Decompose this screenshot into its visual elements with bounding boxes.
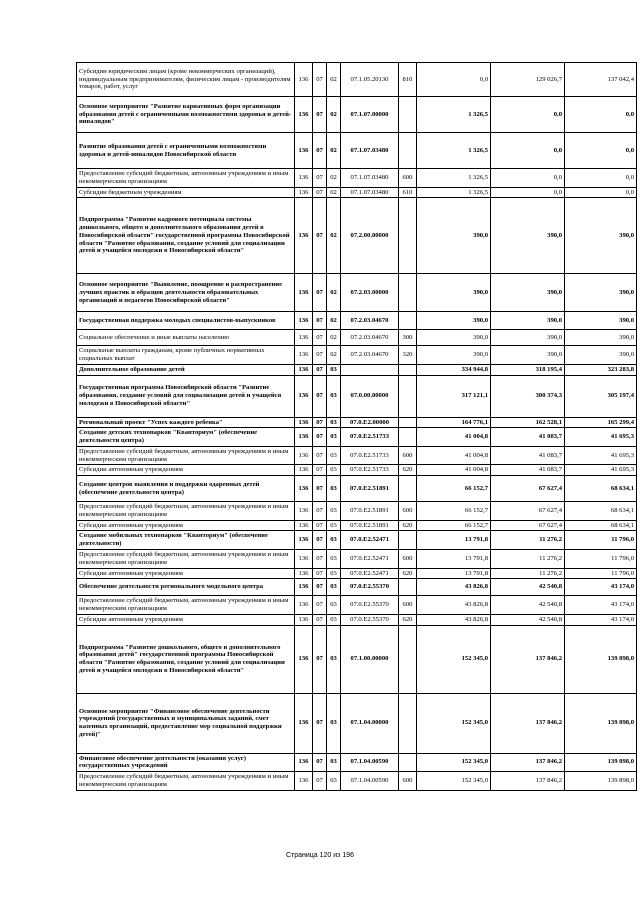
page-number: Страница 120 из 196 (285, 852, 355, 859)
table-row (77, 465, 637, 476)
row-code: 136 (295, 364, 313, 375)
row-section: 07 (313, 579, 327, 596)
row-amount-2022: 390,0 (565, 346, 637, 365)
row-code: 136 (295, 446, 313, 465)
row-amount-2022: 41 695,3 (565, 446, 637, 465)
row-amount-2020: 152 345,0 (417, 753, 491, 772)
row-name: Предоставление субсидий бюджетным, автономным учреждениям и иным некоммерческим организациям (77, 772, 295, 791)
row-code: 136 (295, 772, 313, 791)
row-name: Развитие образования детей с ограниченными возможностями здоровья и детей-инвалидов Новосибирской области (77, 133, 295, 169)
row-expense-type: 610 (399, 187, 417, 198)
row-target-code: 07.0.E2.51891 (341, 520, 399, 531)
row-section: 07 (313, 274, 327, 312)
row-expense-type: 620 (399, 465, 417, 476)
row-name: Субсидии автономным учреждениям (77, 614, 295, 625)
row-amount-2020: 0,0 (417, 63, 491, 97)
row-expense-type: 600 (399, 502, 417, 521)
row-subsection: 02 (327, 312, 341, 330)
row-subsection: 03 (327, 625, 341, 693)
row-name: Субсидии юридическим лицам (кроме некоммерческих организаций), индивидуальным предпринимателям, физическим лицам - производителям товаров, работ, услуг (77, 63, 295, 97)
row-amount-2021: 390,0 (491, 274, 565, 312)
row-section: 07 (313, 364, 327, 375)
table-row (77, 133, 637, 169)
table-row (77, 63, 637, 97)
row-amount-2021: 0,0 (491, 133, 565, 169)
budget-table (76, 62, 637, 791)
row-target-code: 07.0.E2.51733 (341, 446, 399, 465)
row-code: 136 (295, 97, 313, 133)
row-subsection: 03 (327, 772, 341, 791)
row-name: Предоставление субсидий бюджетным, автономным учреждениям и иным некоммерческим организациям (77, 502, 295, 521)
row-subsection: 03 (327, 520, 341, 531)
row-subsection: 03 (327, 446, 341, 465)
row-subsection: 02 (327, 274, 341, 312)
row-amount-2020: 390,0 (417, 346, 491, 365)
row-name: Создание центров выявления и поддержки одаренных детей (обеспечение деятельности центра) (77, 476, 295, 502)
row-subsection: 03 (327, 375, 341, 417)
row-amount-2021: 300 374,3 (491, 375, 565, 417)
row-amount-2021: 390,0 (491, 198, 565, 274)
row-amount-2021: 11 276,2 (491, 550, 565, 569)
row-section: 07 (313, 772, 327, 791)
row-amount-2021: 67 627,4 (491, 476, 565, 502)
row-name: Дополнительное образование детей (77, 364, 295, 375)
row-expense-type: 300 (399, 330, 417, 346)
row-expense-type (399, 133, 417, 169)
row-amount-2022: 43 174,0 (565, 614, 637, 625)
row-target-code: 07.0.E2.55370 (341, 596, 399, 615)
row-target-code: 07.1.04.00590 (341, 772, 399, 791)
row-code: 136 (295, 531, 313, 550)
row-amount-2020: 13 791,8 (417, 531, 491, 550)
row-amount-2022: 0,0 (565, 169, 637, 188)
row-section: 07 (313, 568, 327, 579)
row-amount-2022: 41 695,3 (565, 428, 637, 447)
table-row (77, 330, 637, 346)
budget-sheet (76, 62, 636, 791)
row-target-code: 07.1.07.03480 (341, 133, 399, 169)
row-amount-2020: 13 791,8 (417, 550, 491, 569)
row-amount-2021: 129 026,7 (491, 63, 565, 97)
row-subsection: 02 (327, 330, 341, 346)
row-expense-type: 600 (399, 550, 417, 569)
row-target-code: 07.2.03.04670 (341, 330, 399, 346)
row-name: Подпрограмма "Развитие дошкольного, общего и дополнительного образования детей" государственной программы Новосибирской области "Развитие образования, создание условий для социализации детей и учащейся молодежи в Новосибирской области" (77, 625, 295, 693)
row-section: 07 (313, 330, 327, 346)
row-expense-type: 320 (399, 346, 417, 365)
row-amount-2021: 137 846,2 (491, 693, 565, 753)
row-section: 07 (313, 753, 327, 772)
row-amount-2022: 139 898,0 (565, 693, 637, 753)
row-name: Социальные выплаты гражданам, кроме публичных нормативных социальных выплат (77, 346, 295, 365)
table-row (77, 198, 637, 274)
row-name: Субсидии бюджетным учреждениям (77, 187, 295, 198)
table-row (77, 312, 637, 330)
row-amount-2022: 11 796,0 (565, 550, 637, 569)
row-section: 07 (313, 502, 327, 521)
row-subsection: 02 (327, 187, 341, 198)
row-code: 136 (295, 502, 313, 521)
row-subsection: 03 (327, 568, 341, 579)
row-amount-2022: 41 695,3 (565, 465, 637, 476)
row-target-code: 07.1.05.20130 (341, 63, 399, 97)
row-amount-2022: 0,0 (565, 133, 637, 169)
row-name: Предоставление субсидий бюджетным, автономным учреждениям и иным некоммерческим организациям (77, 550, 295, 569)
row-section: 07 (313, 446, 327, 465)
row-amount-2022: 43 174,0 (565, 596, 637, 615)
row-target-code: 07.0.E2.51891 (341, 502, 399, 521)
row-amount-2021: 41 083,7 (491, 446, 565, 465)
row-subsection: 03 (327, 476, 341, 502)
row-target-code: 07.0.00.00000 (341, 375, 399, 417)
row-amount-2020: 152 345,0 (417, 772, 491, 791)
row-code: 136 (295, 63, 313, 97)
row-subsection: 03 (327, 753, 341, 772)
row-amount-2022: 68 634,1 (565, 476, 637, 502)
table-row (77, 97, 637, 133)
row-target-code: 07.1.04.00000 (341, 693, 399, 753)
row-expense-type: 620 (399, 568, 417, 579)
table-row (77, 375, 637, 417)
row-expense-type (399, 198, 417, 274)
row-subsection: 03 (327, 596, 341, 615)
table-row (77, 274, 637, 312)
row-subsection: 02 (327, 63, 341, 97)
row-amount-2020: 41 004,8 (417, 446, 491, 465)
row-amount-2020: 1 326,5 (417, 97, 491, 133)
table-row (77, 346, 637, 365)
row-target-code: 07.0.E2.55370 (341, 614, 399, 625)
row-name: Социальное обеспечение и иные выплаты населению (77, 330, 295, 346)
row-expense-type (399, 417, 417, 428)
row-section: 07 (313, 625, 327, 693)
row-amount-2022: 390,0 (565, 198, 637, 274)
row-code: 136 (295, 198, 313, 274)
row-subsection: 03 (327, 531, 341, 550)
row-expense-type: 620 (399, 614, 417, 625)
table-row (77, 753, 637, 772)
row-code: 136 (295, 753, 313, 772)
row-amount-2020: 41 004,8 (417, 428, 491, 447)
row-name: Основное мероприятие "Развитие вариативных форм организации образования детей с ограниченными возможностями здоровья и детей-инвалидов" (77, 97, 295, 133)
table-row (77, 520, 637, 531)
row-expense-type (399, 428, 417, 447)
table-row (77, 531, 637, 550)
row-amount-2021: 11 276,2 (491, 568, 565, 579)
row-section: 07 (313, 476, 327, 502)
row-subsection: 03 (327, 693, 341, 753)
row-section: 07 (313, 550, 327, 569)
row-subsection: 03 (327, 550, 341, 569)
row-amount-2020: 390,0 (417, 274, 491, 312)
table-row (77, 596, 637, 615)
row-section: 07 (313, 312, 327, 330)
row-amount-2020: 390,0 (417, 312, 491, 330)
row-expense-type (399, 97, 417, 133)
row-amount-2022: 11 796,0 (565, 531, 637, 550)
row-expense-type (399, 312, 417, 330)
table-row (77, 476, 637, 502)
row-expense-type (399, 364, 417, 375)
row-target-code: 07.0.E2.52471 (341, 531, 399, 550)
table-row (77, 550, 637, 569)
row-expense-type: 600 (399, 169, 417, 188)
row-target-code: 07.1.07.00000 (341, 97, 399, 133)
row-section: 07 (313, 169, 327, 188)
table-row (77, 417, 637, 428)
row-name: Региональный проект "Успех каждого ребенка" (77, 417, 295, 428)
row-code: 136 (295, 169, 313, 188)
row-amount-2021: 390,0 (491, 330, 565, 346)
row-amount-2020: 43 826,8 (417, 596, 491, 615)
row-section: 07 (313, 187, 327, 198)
row-amount-2022: 0,0 (565, 97, 637, 133)
row-code: 136 (295, 312, 313, 330)
row-section: 07 (313, 428, 327, 447)
row-subsection: 02 (327, 97, 341, 133)
row-section: 07 (313, 614, 327, 625)
row-section: 07 (313, 375, 327, 417)
row-amount-2022: 323 283,8 (565, 364, 637, 375)
row-section: 07 (313, 417, 327, 428)
row-code: 136 (295, 274, 313, 312)
row-subsection: 03 (327, 428, 341, 447)
table-row (77, 579, 637, 596)
row-expense-type (399, 753, 417, 772)
row-code: 136 (295, 428, 313, 447)
row-amount-2021: 41 083,7 (491, 428, 565, 447)
table-row (77, 187, 637, 198)
row-subsection: 03 (327, 417, 341, 428)
row-amount-2020: 390,0 (417, 330, 491, 346)
row-amount-2020: 317 121,1 (417, 375, 491, 417)
row-amount-2021: 42 540,8 (491, 614, 565, 625)
row-amount-2020: 390,0 (417, 198, 491, 274)
budget-table-body (77, 63, 637, 791)
row-name: Создание мобильных технопарков "Кванториум" (обеспечение деятельности) (77, 531, 295, 550)
row-amount-2022: 43 174,0 (565, 579, 637, 596)
row-amount-2020: 13 791,8 (417, 568, 491, 579)
row-code: 136 (295, 417, 313, 428)
row-amount-2021: 0,0 (491, 97, 565, 133)
row-target-code: 07.1.07.03480 (341, 169, 399, 188)
row-expense-type: 600 (399, 446, 417, 465)
row-section: 07 (313, 97, 327, 133)
row-code: 136 (295, 187, 313, 198)
row-section: 07 (313, 693, 327, 753)
row-section: 07 (313, 63, 327, 97)
row-target-code: 07.0.E2.51891 (341, 476, 399, 502)
row-amount-2022: 68 634,1 (565, 502, 637, 521)
table-row (77, 364, 637, 375)
row-amount-2022: 0,0 (565, 187, 637, 198)
row-amount-2021: 11 276,2 (491, 531, 565, 550)
row-target-code: 07.2.03.04670 (341, 312, 399, 330)
table-row (77, 428, 637, 447)
row-target-code: 07.1.04.00590 (341, 753, 399, 772)
row-name: Создание детских технопарков "Кванториум" (обеспечение деятельности центра) (77, 428, 295, 447)
row-code: 136 (295, 133, 313, 169)
row-expense-type (399, 274, 417, 312)
row-section: 07 (313, 596, 327, 615)
row-target-code (341, 364, 399, 375)
row-amount-2021: 67 627,4 (491, 520, 565, 531)
row-target-code: 07.0.E2.55370 (341, 579, 399, 596)
row-amount-2020: 66 152,7 (417, 520, 491, 531)
row-name: Субсидии автономным учреждениям (77, 520, 295, 531)
table-row (77, 446, 637, 465)
row-expense-type: 810 (399, 63, 417, 97)
row-name: Финансовое обеспечение деятельности (оказания услуг) государственных учреждений (77, 753, 295, 772)
row-amount-2021: 390,0 (491, 312, 565, 330)
row-amount-2022: 139 898,0 (565, 753, 637, 772)
table-row (77, 772, 637, 791)
row-amount-2021: 41 083,7 (491, 465, 565, 476)
row-amount-2021: 0,0 (491, 187, 565, 198)
row-code: 136 (295, 625, 313, 693)
row-name: Предоставление субсидий бюджетным, автономным учреждениям и иным некоммерческим организациям (77, 446, 295, 465)
row-subsection: 02 (327, 346, 341, 365)
row-amount-2020: 1 326,5 (417, 187, 491, 198)
row-amount-2020: 334 944,8 (417, 364, 491, 375)
row-code: 136 (295, 596, 313, 615)
row-name: Субсидии автономным учреждениям (77, 568, 295, 579)
row-target-code: 07.0.E2.52471 (341, 550, 399, 569)
row-amount-2022: 137 042,4 (565, 63, 637, 97)
row-name: Субсидии автономным учреждениям (77, 465, 295, 476)
row-amount-2020: 41 004,8 (417, 465, 491, 476)
row-target-code: 07.2.00.00000 (341, 198, 399, 274)
row-expense-type: 600 (399, 772, 417, 791)
row-target-code: 07.1.00.00000 (341, 625, 399, 693)
row-expense-type: 620 (399, 520, 417, 531)
row-section: 07 (313, 531, 327, 550)
row-amount-2021: 42 540,8 (491, 579, 565, 596)
row-amount-2020: 1 326,5 (417, 169, 491, 188)
row-code: 136 (295, 614, 313, 625)
row-amount-2022: 390,0 (565, 330, 637, 346)
row-name: Предоставление субсидий бюджетным, автономным учреждениям и иным некоммерческим организациям (77, 169, 295, 188)
row-amount-2021: 318 195,4 (491, 364, 565, 375)
row-amount-2020: 43 826,8 (417, 614, 491, 625)
row-amount-2022: 139 898,0 (565, 772, 637, 791)
row-target-code: 07.2.03.00000 (341, 274, 399, 312)
row-amount-2020: 1 326,5 (417, 133, 491, 169)
row-amount-2021: 137 846,2 (491, 625, 565, 693)
row-name: Основное мероприятие "Выявление, поощрение и распространение лучших практик и образцов деятельности образовательных организаций и педагогов Новосибирской области" (77, 274, 295, 312)
row-amount-2021: 162 528,1 (491, 417, 565, 428)
row-subsection: 02 (327, 198, 341, 274)
row-code: 136 (295, 465, 313, 476)
row-amount-2022: 390,0 (565, 274, 637, 312)
row-target-code: 07.0.E2.51733 (341, 428, 399, 447)
row-amount-2021: 0,0 (491, 169, 565, 188)
row-subsection: 03 (327, 465, 341, 476)
table-row (77, 568, 637, 579)
row-section: 07 (313, 133, 327, 169)
row-amount-2022: 390,0 (565, 312, 637, 330)
row-code: 136 (295, 520, 313, 531)
row-amount-2021: 137 846,2 (491, 772, 565, 791)
row-section: 07 (313, 520, 327, 531)
table-row (77, 614, 637, 625)
row-amount-2021: 137 846,2 (491, 753, 565, 772)
row-subsection: 03 (327, 364, 341, 375)
row-code: 136 (295, 568, 313, 579)
row-target-code: 07.2.03.04670 (341, 346, 399, 365)
row-name: Государственная поддержка молодых специалистов-выпускников (77, 312, 295, 330)
row-name: Предоставление субсидий бюджетным, автономным учреждениям и иным некоммерческим организациям (77, 596, 295, 615)
row-subsection: 03 (327, 579, 341, 596)
row-subsection: 03 (327, 502, 341, 521)
row-expense-type (399, 693, 417, 753)
row-amount-2022: 68 634,1 (565, 520, 637, 531)
row-subsection: 02 (327, 169, 341, 188)
row-amount-2022: 165 299,4 (565, 417, 637, 428)
row-expense-type (399, 579, 417, 596)
row-code: 136 (295, 346, 313, 365)
row-expense-type (399, 625, 417, 693)
row-code: 136 (295, 330, 313, 346)
row-name: Подпрограмма "Развитие кадрового потенциала системы дошкольного, общего и дополнительного образования детей в Новосибирской области" государственной программы Новосибирской области "Развитие образования, создание условий для социализации детей и учащейся молодежи в Новосибирской области" (77, 198, 295, 274)
row-amount-2021: 42 540,8 (491, 596, 565, 615)
row-expense-type: 600 (399, 596, 417, 615)
row-target-code: 07.1.07.03480 (341, 187, 399, 198)
row-code: 136 (295, 693, 313, 753)
row-target-code: 07.0.E2.52471 (341, 568, 399, 579)
row-section: 07 (313, 198, 327, 274)
row-target-code: 07.0.E2.00000 (341, 417, 399, 428)
row-section: 07 (313, 346, 327, 365)
row-name: Обеспечение деятельности регионального модельного центра (77, 579, 295, 596)
row-amount-2021: 67 627,4 (491, 502, 565, 521)
row-code: 136 (295, 476, 313, 502)
row-target-code: 07.0.E2.51733 (341, 465, 399, 476)
row-name: Государственная программа Новосибирской области "Развитие образования, создание условий для социализации детей и учащейся молодежи в Новосибирской области" (77, 375, 295, 417)
row-code: 136 (295, 375, 313, 417)
table-row (77, 625, 637, 693)
row-expense-type (399, 531, 417, 550)
row-section: 07 (313, 465, 327, 476)
row-amount-2020: 43 826,8 (417, 579, 491, 596)
row-subsection: 03 (327, 614, 341, 625)
row-amount-2020: 66 152,7 (417, 502, 491, 521)
row-amount-2022: 11 796,0 (565, 568, 637, 579)
row-expense-type (399, 375, 417, 417)
row-name: Основное мероприятие "Финансовое обеспечение деятельности учреждений (государственных и муниципальных заданий, смет казенных организаций, предоставление мер социальной поддержки детей)" (77, 693, 295, 753)
table-row (77, 693, 637, 753)
row-amount-2020: 164 776,1 (417, 417, 491, 428)
table-row (77, 502, 637, 521)
row-code: 136 (295, 579, 313, 596)
row-amount-2020: 66 152,7 (417, 476, 491, 502)
row-code: 136 (295, 550, 313, 569)
row-amount-2020: 152 345,0 (417, 693, 491, 753)
row-amount-2022: 139 898,0 (565, 625, 637, 693)
row-expense-type (399, 476, 417, 502)
row-amount-2022: 305 197,4 (565, 375, 637, 417)
row-amount-2020: 152 345,0 (417, 625, 491, 693)
row-subsection: 02 (327, 133, 341, 169)
table-row (77, 169, 637, 188)
row-amount-2021: 390,0 (491, 346, 565, 365)
